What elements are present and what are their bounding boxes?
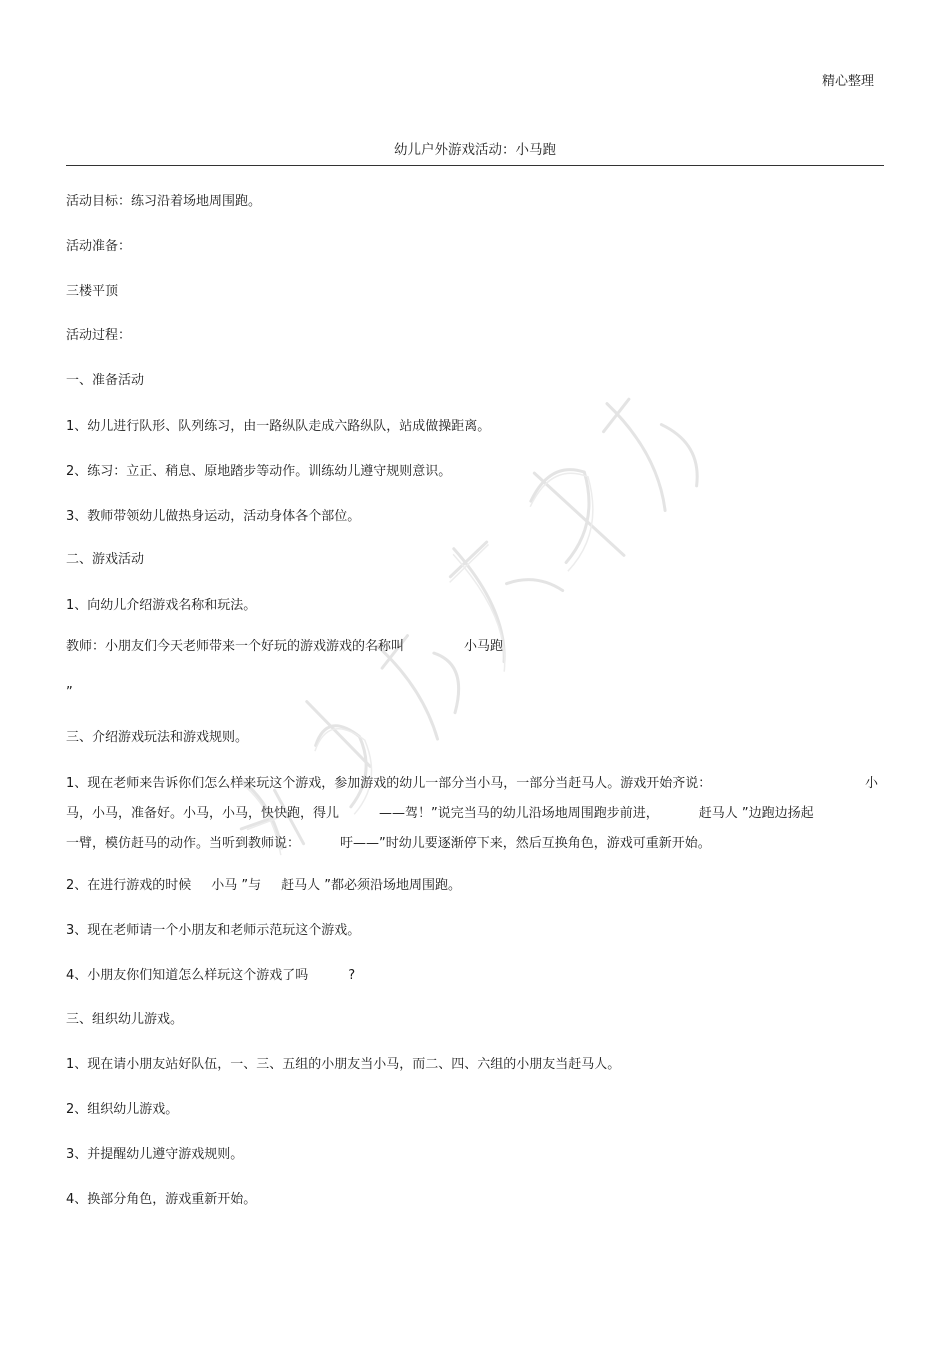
page-header-label: 精心整理 [821,74,874,89]
section-4-heading: 三、组织幼儿游戏。 [66,1012,184,1027]
s3-1-row3-end: 吁——”时幼儿要逐渐停下来，然后互换角色，游戏可重新开始。 [340,836,711,851]
quote-close: ” [66,685,73,700]
section-4-item-3: 3、并提醒幼儿遵守游戏规则。 [66,1147,244,1162]
section-1-item-2: 2、练习：立正、稍息、原地踏步等动作。训练幼儿遵守规则意识。 [66,464,452,479]
section-3-item-4 [66,966,355,986]
section-3-item-1 [66,769,884,859]
section-4-item-4: 4、换部分角色，游戏重新开始。 [66,1192,257,1207]
teacher-line-text: 教师：小朋友们今天老师带来一个好玩的游戏游戏的名称叫 [66,639,405,654]
title-divider [66,165,884,166]
teacher-line [66,637,503,657]
section-4-item-2: 2、组织幼儿游戏。 [66,1102,179,1117]
s3-1-row3-text: 一臂，模仿赶马的动作。当听到教师说： [66,836,301,851]
s3-1-row2-end: 赶马人 ”边跑边扬起 [698,806,814,821]
activity-prep-heading: 活动准备： [66,239,132,254]
s3-4-text: 4、小朋友你们知道怎么样玩这个游戏了吗 [66,968,309,983]
activity-goal: 活动目标：练习沿着场地周围跑。 [66,194,262,209]
s3-1-row2-mid: ——驾！”说完当马的幼儿沿场地周围跑步前进， [379,806,659,821]
activity-place: 三楼平顶 [66,284,119,299]
section-4-item-1: 1、现在请小朋友站好队伍，一、三、五组的小朋友当小马，而二、四、六组的小朋友当赶马人。 [66,1057,621,1072]
s3-2-text: 2、在进行游戏的时候 [66,878,192,893]
section-1-item-3: 3、教师带领幼儿做热身运动，活动身体各个部位。 [66,509,361,524]
section-3-item-3: 3、现在老师请一个小朋友和老师示范玩这个游戏。 [66,923,361,938]
section-1-heading: 一、准备活动 [66,373,145,388]
section-2-item-1: 1、向幼儿介绍游戏名称和玩法。 [66,598,257,613]
s3-2-mid: 小马 ”与 [211,878,262,893]
game-name: 小马跑 [464,639,504,654]
section-3-heading: 三、介绍游戏玩法和游戏规则。 [66,730,249,745]
s3-2-end: 赶马人 ”都必须沿场地周围跑。 [281,878,462,893]
s3-1-row1-end: 小 [864,776,878,791]
activity-process-heading: 活动过程： [66,328,132,343]
document-title: 幼儿户外游戏活动：小马跑 [394,142,556,158]
section-1-item-1: 1、幼儿进行队形、队列练习，由一路纵队走成六路纵队，站成做操距离。 [66,419,491,434]
section-3-item-2 [66,876,461,896]
s3-1-row2-text: 马，小马，准备好。小马，小马，快快跑，得儿 [66,806,340,821]
s3-1-row1-text: 1、现在老师来告诉你们怎么样来玩这个游戏，参加游戏的幼儿一部分当小马，一部分当赶马人。游戏开始齐说： [66,776,712,791]
s3-4-question-mark: ? [348,968,356,983]
section-2-heading: 二、游戏活动 [66,552,145,567]
